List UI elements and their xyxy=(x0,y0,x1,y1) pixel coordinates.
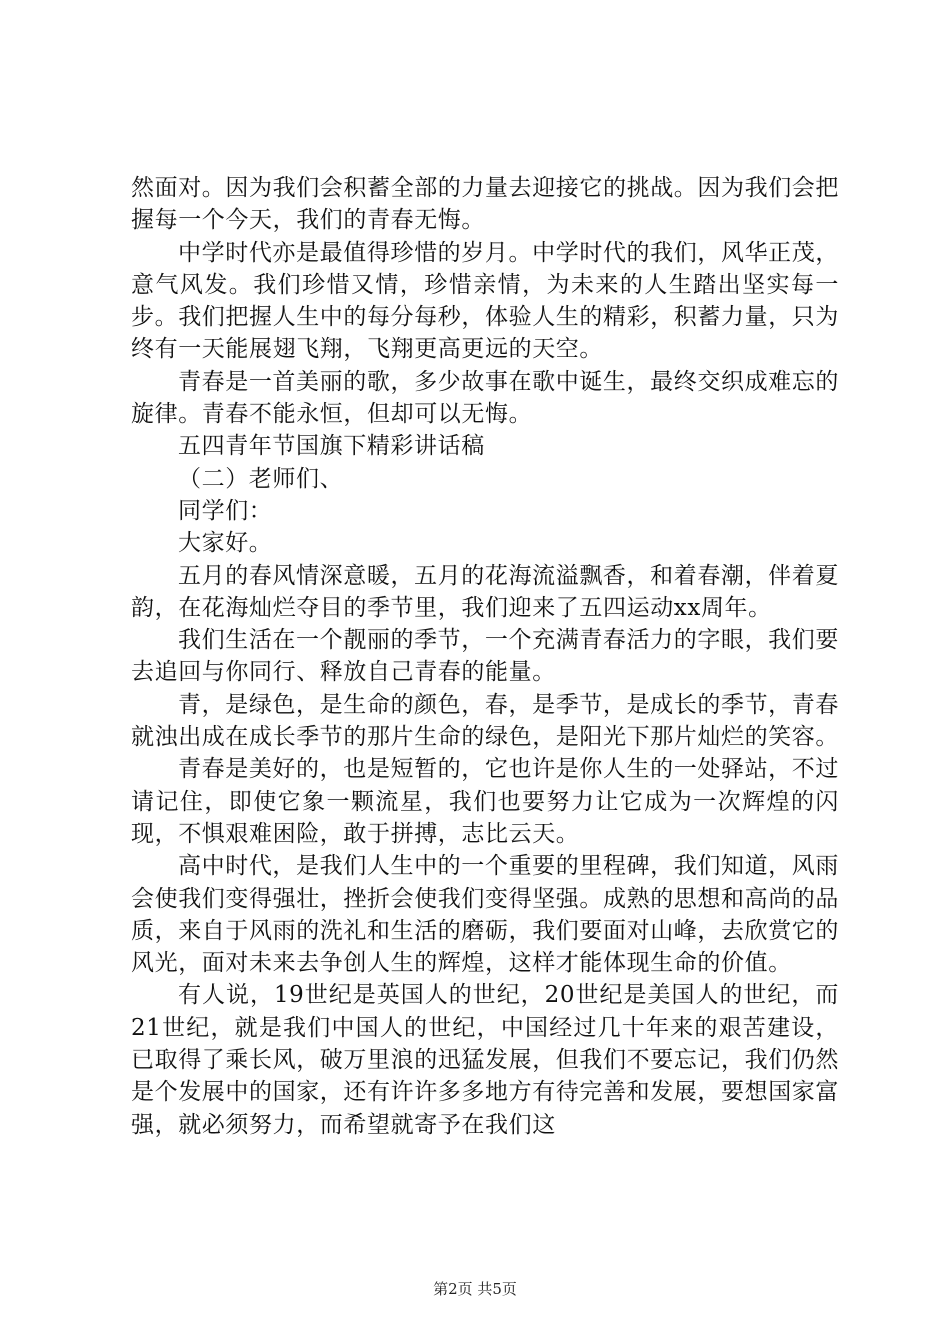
paragraph: 青，是绿色，是生命的颜色，春，是季节，是成长的季节，青春就浊出成在成长季节的那片生命的绿色，是阳光下那片灿烂的笑容。 xyxy=(131,691,839,751)
paragraph: 青春是一首美丽的歌，多少故事在歌中诞生，最终交织成难忘的旋律。青春不能永恒，但却可以无悔。 xyxy=(131,368,839,428)
salutation: 同学们： xyxy=(178,497,273,524)
paragraph: 高中时代，是我们人生中的一个重要的里程碑，我们知道，风雨会使我们变得强壮，挫折会使我们变得坚强。成熟的思想和高尚的品质，来自于风雨的洗礼和生活的磨砺，我们要面对山峰，去欣赏它的风光，面对未来去争创人生的辉煌，这样才能体现生命的价值。 xyxy=(131,853,839,977)
section-title: 五四青年节国旗下精彩讲话稿 xyxy=(178,433,485,460)
page-number-footer: 第2页 共5页 xyxy=(433,1280,517,1298)
paragraph-continued: 然面对。因为我们会积蓄全部的力量去迎接它的挑战。因为我们会把握每一个今天，我们的青春无悔。 xyxy=(131,175,839,234)
paragraph: 五月的春风情深意暖，五月的花海流溢飘香，和着春潮，伴着夏韵，在花海灿烂夺目的季节里，我们迎来了五四运动xx周年。 xyxy=(131,562,839,621)
paragraph: 中学时代亦是最值得珍惜的岁月。中学时代的我们，风华正茂，意气风发。我们珍惜又情，珍惜亲情，为未来的人生踏出坚实每一步。我们把握人生中的每分每秒，体验人生的精彩，积蓄力量，只为终有一天能展翅飞翔，飞翔更高更远的天空。 xyxy=(131,239,839,363)
paragraph: 青春是美好的，也是短暂的，它也许是你人生的一处驿站，不过请记住，即使它象一颗流星，我们也要努力让它成为一次辉煌的闪现，不惧艰难困险，敢于拼搏，志比云天。 xyxy=(131,756,839,847)
paragraph: 有人说，19世纪是英国人的世纪，20世纪是美国人的世纪，而21世纪，就是我们中国人的世纪，中国经过几十年来的艰苦建设，已取得了乘长风，破万里浪的迅猛发展，但我们不要忘记，我们仍然是个发展中的国家，还有许许多多地方有待完善和发展，要想国家富强，就必须努力，而希望就寄予在我们这 xyxy=(131,982,839,1138)
document-body xyxy=(131,172,839,1141)
greeting: 大家好。 xyxy=(178,530,273,557)
paragraph: 我们生活在一个靓丽的季节，一个充满青春活力的字眼，我们要去追回与你同行、释放自己青春的能量。 xyxy=(131,627,839,686)
section-subtitle: （二）老师们、 xyxy=(178,465,344,492)
